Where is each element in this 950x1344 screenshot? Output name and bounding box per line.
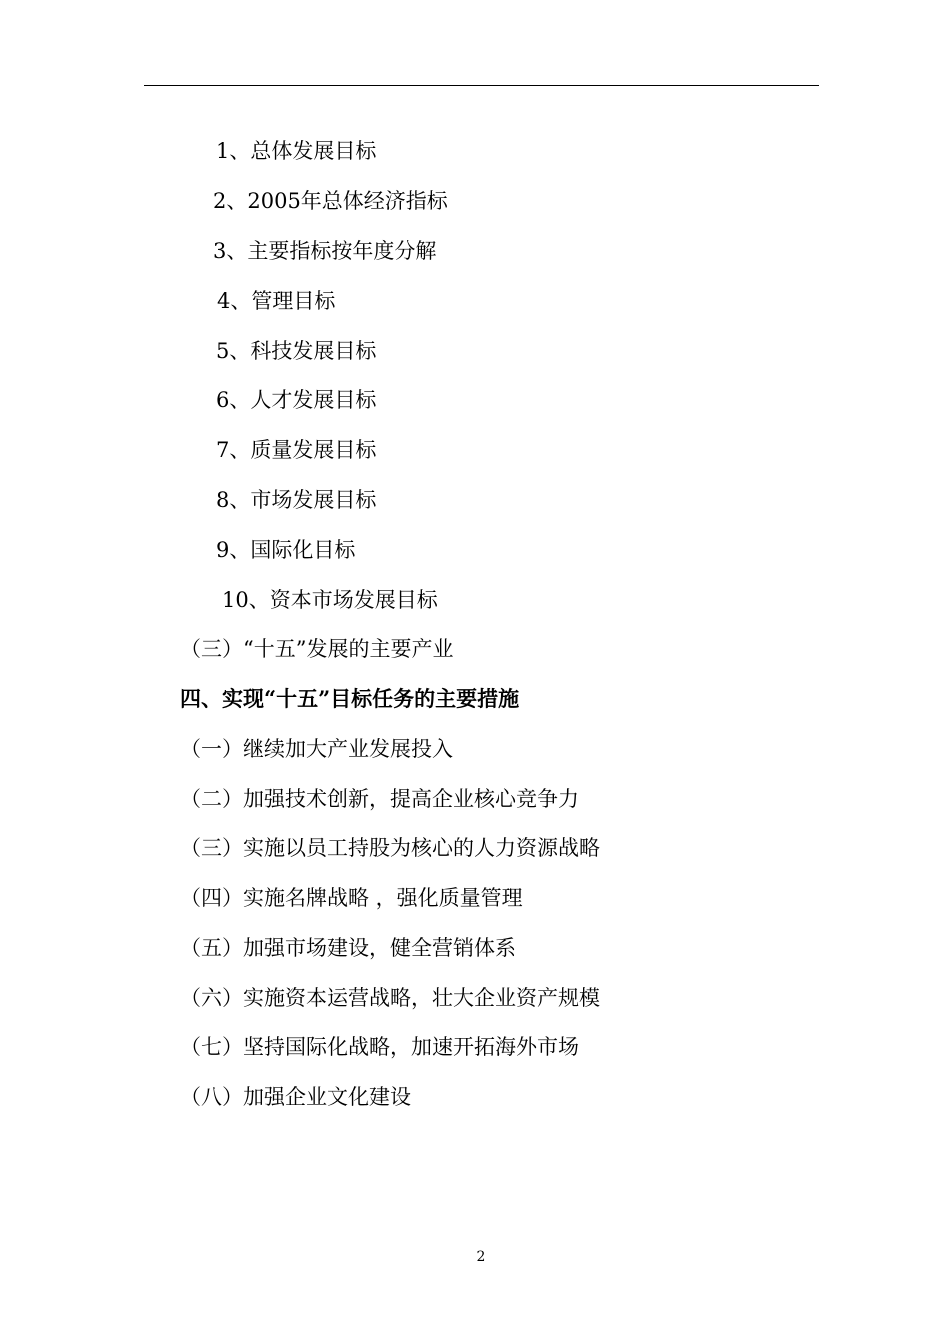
- toc-item-2: 2、2005年总体经济指标: [213, 189, 448, 213]
- toc-item-4: 4、管理目标: [217, 289, 336, 313]
- toc-section-three-item: （三）“十五”发展的主要产业: [180, 637, 454, 661]
- toc-item-10: 10、资本市场发展目标: [222, 588, 438, 612]
- measure-item-3: （三）实施以员工持股为核心的人力资源战略: [180, 836, 600, 860]
- page-number: 2: [476, 1249, 486, 1265]
- section-four-heading: 四、实现“十五”目标任务的主要措施: [180, 686, 520, 711]
- toc-item-6: 6、人才发展目标: [216, 388, 377, 412]
- measure-item-1: （一）继续加大产业发展投入: [180, 737, 453, 761]
- measure-item-4: （四）实施名牌战略 ，强化质量管理: [180, 886, 523, 910]
- toc-item-9: 9、国际化目标: [216, 538, 356, 562]
- measure-item-5: （五）加强市场建设，健全营销体系: [180, 936, 516, 960]
- measure-item-6: （六）实施资本运营战略，壮大企业资产规模: [180, 986, 600, 1010]
- toc-item-8: 8、市场发展目标: [216, 488, 377, 512]
- toc-item-7: 7、质量发展目标: [216, 438, 377, 462]
- measure-item-7: （七）坚持国际化战略，加速开拓海外市场: [180, 1035, 579, 1059]
- toc-item-1: 1、总体发展目标: [216, 139, 377, 163]
- toc-item-3: 3、主要指标按年度分解: [213, 239, 437, 263]
- measure-item-2: （二）加强技术创新，提高企业核心竞争力: [180, 787, 579, 811]
- toc-item-5: 5、科技发展目标: [216, 339, 377, 363]
- header-rule: [144, 85, 819, 86]
- measure-item-8: （八）加强企业文化建设: [180, 1085, 411, 1109]
